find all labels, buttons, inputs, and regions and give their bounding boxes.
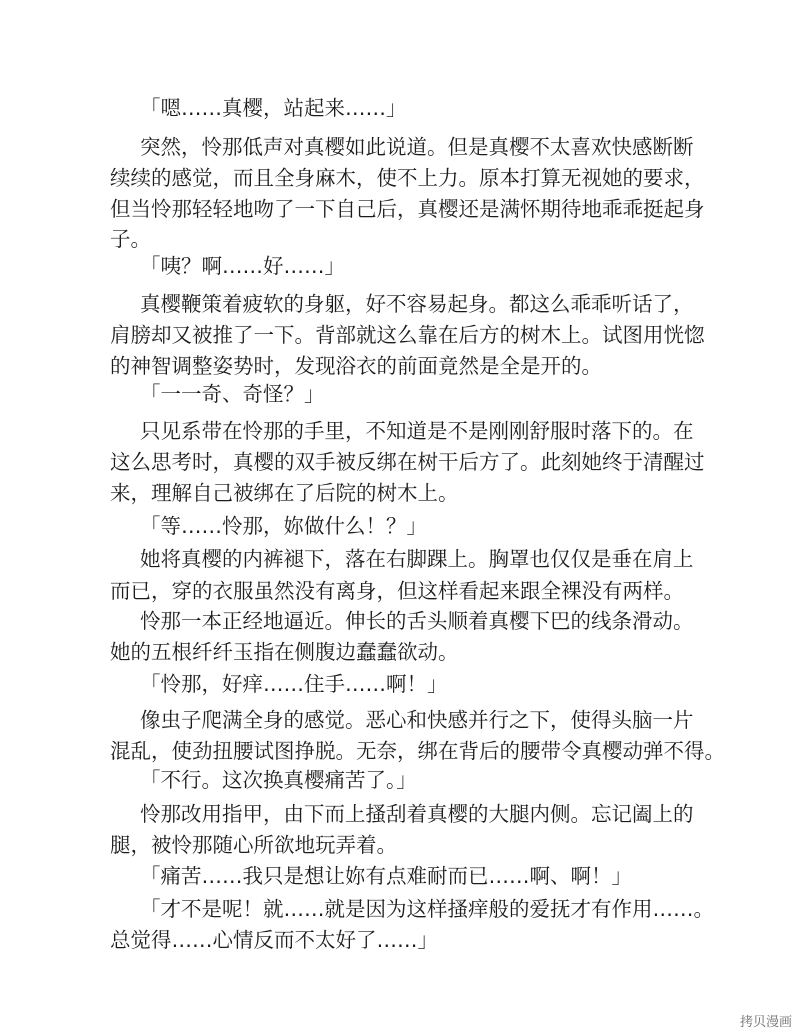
- text-line: 「等……怜那，妳做什么！？」: [140, 514, 427, 538]
- text-line: 她的五根纤纤玉指在侧腹边蠢蠢欲动。: [110, 640, 459, 664]
- text-line: 混乱，使劲扭腰试图挣脱。无奈，绑在背后的腰带令真樱动弹不得。: [110, 739, 725, 763]
- text-line: 这么思考时，真樱的双手被反绑在树干后方了。此刻她终于清醒过: [110, 450, 705, 474]
- text-line: 腿，被怜那随心所欲地玩弄着。: [110, 833, 397, 857]
- text-line: 子。: [110, 227, 151, 251]
- text-line: 但当怜那轻轻地吻了一下自己后，真樱还是满怀期待地乖乖挺起身: [110, 197, 705, 221]
- text-line: 真樱鞭策着疲软的身躯，好不容易起身。都这么乖乖听话了，: [140, 292, 694, 316]
- text-line: 来，理解自己被绑在了后院的树木上。: [110, 481, 459, 505]
- text-line: 总觉得……心情反而不太好了……」: [110, 928, 438, 952]
- text-line: 「咦？啊……好……」: [140, 254, 345, 278]
- text-line: 突然，怜那低声对真樱如此说道。但是真樱不太喜欢快感断断: [140, 135, 694, 159]
- text-line: 「怜那，好痒……住手……啊！」: [140, 672, 448, 696]
- text-line: 「痛苦……我只是想让妳有点难耐而已……啊、啊！」: [140, 864, 632, 888]
- text-line: 像虫子爬满全身的感觉。恶心和快感并行之下，使得头脑一片: [140, 708, 694, 732]
- text-line: 肩膀却又被推了一下。背部就这么靠在后方的树木上。试图用恍惚: [110, 323, 705, 347]
- text-line: 怜那一本正经地逼近。伸长的舌头顺着真樱下巴的线条滑动。: [140, 609, 694, 633]
- text-line: 而已，穿的衣服虽然没有离身，但这样看起来跟全裸没有两样。: [110, 579, 684, 603]
- text-line: 怜那改用指甲，由下而上搔刮着真樱的大腿内侧。忘记阖上的: [140, 802, 694, 826]
- text-line: 「才不是呢！就……就是因为这样搔痒般的爱抚才有作用……。: [140, 897, 714, 921]
- text-line: 她将真樱的内裤褪下，落在右脚踝上。胸罩也仅仅是垂在肩上: [140, 547, 694, 571]
- text-line: 续续的感觉，而且全身麻木，使不上力。原本打算无视她的要求，: [110, 166, 705, 190]
- text-line: 的神智调整姿势时，发现浴衣的前面竟然是全是开的。: [110, 354, 602, 378]
- text-line: 「一一奇、奇怪？」: [140, 382, 325, 406]
- text-line: 「嗯……真樱，站起来……」: [140, 96, 407, 120]
- watermark-logo: 拷贝漫画: [739, 1015, 792, 1030]
- text-line: 只见系带在怜那的手里，不知道是不是刚刚舒服时落下的。在: [140, 419, 694, 443]
- text-line: 「不行。这次换真樱痛苦了。」: [140, 768, 417, 792]
